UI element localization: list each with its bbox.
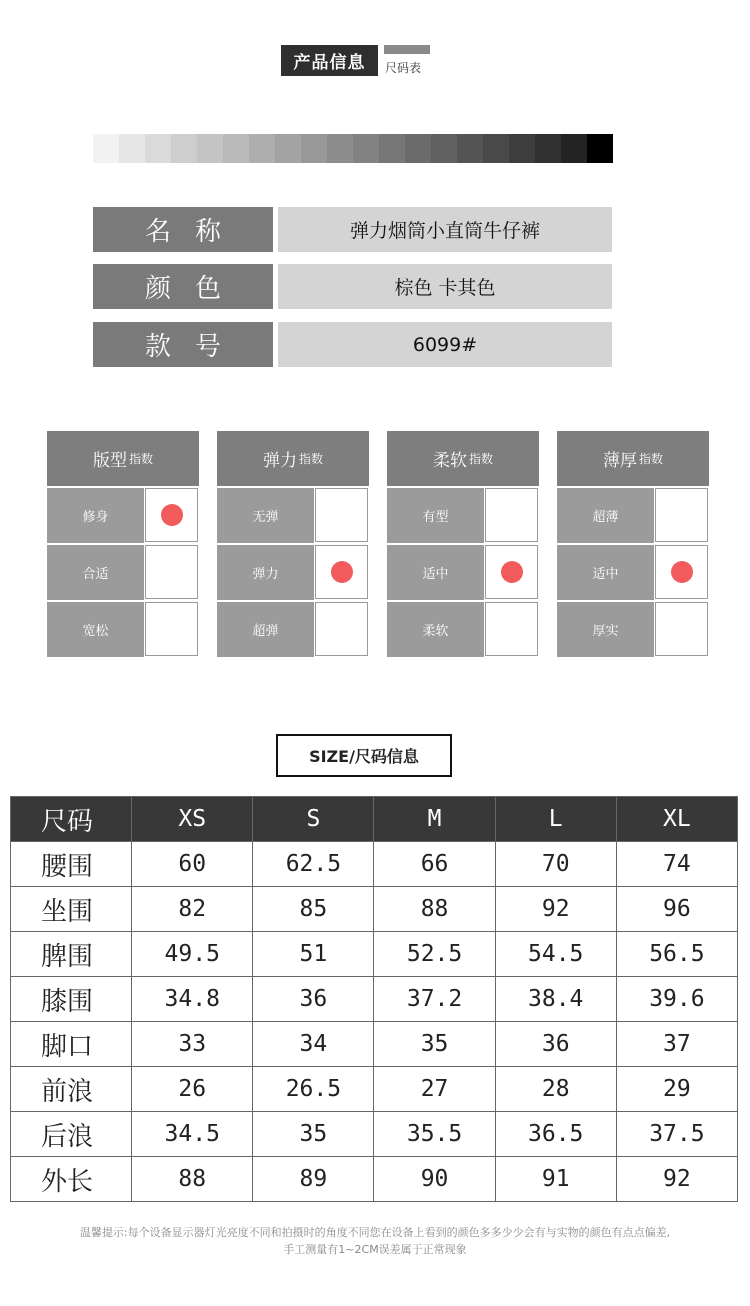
title-accent-bar [384,45,430,54]
index-suffix-text: 指数 [468,452,493,466]
gradient-swatch [249,134,275,163]
index-option-box [315,488,368,542]
measurement-value: 91 [495,1157,616,1202]
index-card-title [557,431,709,486]
size-header-cell: L [495,797,616,842]
measurement-label: 脾围 [11,932,132,977]
table-row [11,1067,738,1112]
index-title-text: 柔软 [432,451,467,471]
size-header-cell: M [374,797,495,842]
info-label-name: 名称 [93,207,273,252]
measurement-value: 52.5 [374,932,495,977]
gradient-swatch [353,134,379,163]
index-option-box [485,488,538,542]
gradient-swatch [457,134,483,163]
size-table-header [11,797,738,842]
measurement-value: 54.5 [495,932,616,977]
measurement-value: 37.5 [616,1112,737,1157]
measurement-value: 37 [616,1022,737,1067]
index-option-box [655,602,708,656]
measurement-value: 60 [132,842,253,887]
size-header-cell: S [253,797,374,842]
info-label-color: 颜色 [93,264,273,309]
index-option-label: 超薄 [557,488,654,543]
selected-dot-icon [671,561,693,583]
measurement-value: 39.6 [616,977,737,1022]
info-value-color: 棕色 卡其色 [278,264,612,309]
measurement-value: 92 [495,887,616,932]
measurement-value: 49.5 [132,932,253,977]
index-option-label: 修身 [47,488,144,543]
measurement-value: 82 [132,887,253,932]
index-option-box [315,602,368,656]
size-table [10,796,738,1202]
size-header-label: 尺码 [11,797,132,842]
table-row [11,842,738,887]
index-card [387,431,539,659]
gradient-swatch [509,134,535,163]
gradient-swatch [171,134,197,163]
index-suffix-text: 指数 [638,452,663,466]
table-row [11,1112,738,1157]
measurement-value: 56.5 [616,932,737,977]
index-card-title [387,431,539,486]
measurement-value: 90 [374,1157,495,1202]
info-label-style-no: 款号 [93,322,273,367]
measurement-value: 74 [616,842,737,887]
index-option-box [145,602,198,656]
index-option-box [145,545,198,599]
index-option-label: 适中 [387,545,484,600]
measurement-value: 33 [132,1022,253,1067]
measurement-label: 膝围 [11,977,132,1022]
measurement-value: 96 [616,887,737,932]
measurement-value: 36.5 [495,1112,616,1157]
gradient-swatch [431,134,457,163]
gradient-swatch [223,134,249,163]
measurement-value: 88 [374,887,495,932]
index-option-label: 宽松 [47,602,144,657]
index-title-text: 版型 [92,451,127,471]
measurement-value: 36 [495,1022,616,1067]
selected-dot-icon [501,561,523,583]
gradient-swatch [379,134,405,163]
index-title-text: 薄厚 [602,451,637,471]
size-header-cell: XL [616,797,737,842]
gradient-swatch [587,134,613,163]
measurement-value: 62.5 [253,842,374,887]
index-card [557,431,709,659]
index-option-box [485,602,538,656]
measurement-value: 35 [374,1022,495,1067]
measurement-label: 后浪 [11,1112,132,1157]
measurement-value: 37.2 [374,977,495,1022]
gradient-swatch [301,134,327,163]
index-option-label: 柔软 [387,602,484,657]
gradient-swatch [535,134,561,163]
gradient-swatch [275,134,301,163]
index-card-title [217,431,369,486]
gradient-swatch [483,134,509,163]
index-option-label: 合适 [47,545,144,600]
table-row [11,1157,738,1202]
index-option-box [655,545,708,599]
index-option-box [485,545,538,599]
index-card [217,431,369,659]
index-title-text: 弹力 [262,451,297,471]
note-line-2: 手工测量有1~2CM误差属于正常现象 [283,1243,467,1256]
measurement-value: 36 [253,977,374,1022]
measurement-value: 29 [616,1067,737,1112]
measurement-value: 27 [374,1067,495,1112]
measurement-value: 38.4 [495,977,616,1022]
measurement-value: 51 [253,932,374,977]
selected-dot-icon [331,561,353,583]
gradient-swatch [119,134,145,163]
index-option-label: 厚实 [557,602,654,657]
measurement-value: 26.5 [253,1067,374,1112]
index-option-label: 无弹 [217,488,314,543]
measurement-value: 35.5 [374,1112,495,1157]
index-option-box [145,488,198,542]
selected-dot-icon [161,504,183,526]
size-header-cell: XS [132,797,253,842]
size-section-title: SIZE/尺码信息 [276,734,452,777]
measurement-value: 66 [374,842,495,887]
index-suffix-text: 指数 [128,452,153,466]
measurement-value: 70 [495,842,616,887]
gradient-strip [93,134,613,163]
table-row [11,1022,738,1067]
measurement-label: 外长 [11,1157,132,1202]
section-title: 产品信息 [281,45,378,76]
measurement-label: 坐围 [11,887,132,932]
index-suffix-text: 指数 [298,452,323,466]
index-card [47,431,199,659]
measurement-label: 脚口 [11,1022,132,1067]
measurement-value: 26 [132,1067,253,1112]
info-value-style-no: 6099# [278,322,612,367]
measurement-value: 28 [495,1067,616,1112]
index-option-label: 有型 [387,488,484,543]
index-option-box [315,545,368,599]
table-row [11,932,738,977]
measurement-label: 前浪 [11,1067,132,1112]
index-card-title [47,431,199,486]
measurement-value: 92 [616,1157,737,1202]
gradient-swatch [197,134,223,163]
table-row [11,887,738,932]
measurement-value: 35 [253,1112,374,1157]
gradient-swatch [145,134,171,163]
measurement-value: 34.8 [132,977,253,1022]
measurement-value: 89 [253,1157,374,1202]
index-option-label: 超弹 [217,602,314,657]
note-line-1: 温馨提示:每个设备显示器灯光亮度不同和拍摄时的角度不同您在设备上看到的颜色多多少少会有与实物的颜色有点点偏差, [79,1226,671,1239]
section-subtitle: 尺码表 [385,61,422,75]
gradient-swatch [405,134,431,163]
index-option-box [655,488,708,542]
info-value-name: 弹力烟筒小直筒牛仔裤 [278,207,612,252]
table-row [11,977,738,1022]
measurement-value: 34.5 [132,1112,253,1157]
measurement-value: 88 [132,1157,253,1202]
index-option-label: 适中 [557,545,654,600]
measurement-value: 34 [253,1022,374,1067]
measurement-value: 85 [253,887,374,932]
gradient-swatch [93,134,119,163]
gradient-swatch [561,134,587,163]
measurement-label: 腰围 [11,842,132,887]
index-option-label: 弹力 [217,545,314,600]
gradient-swatch [327,134,353,163]
